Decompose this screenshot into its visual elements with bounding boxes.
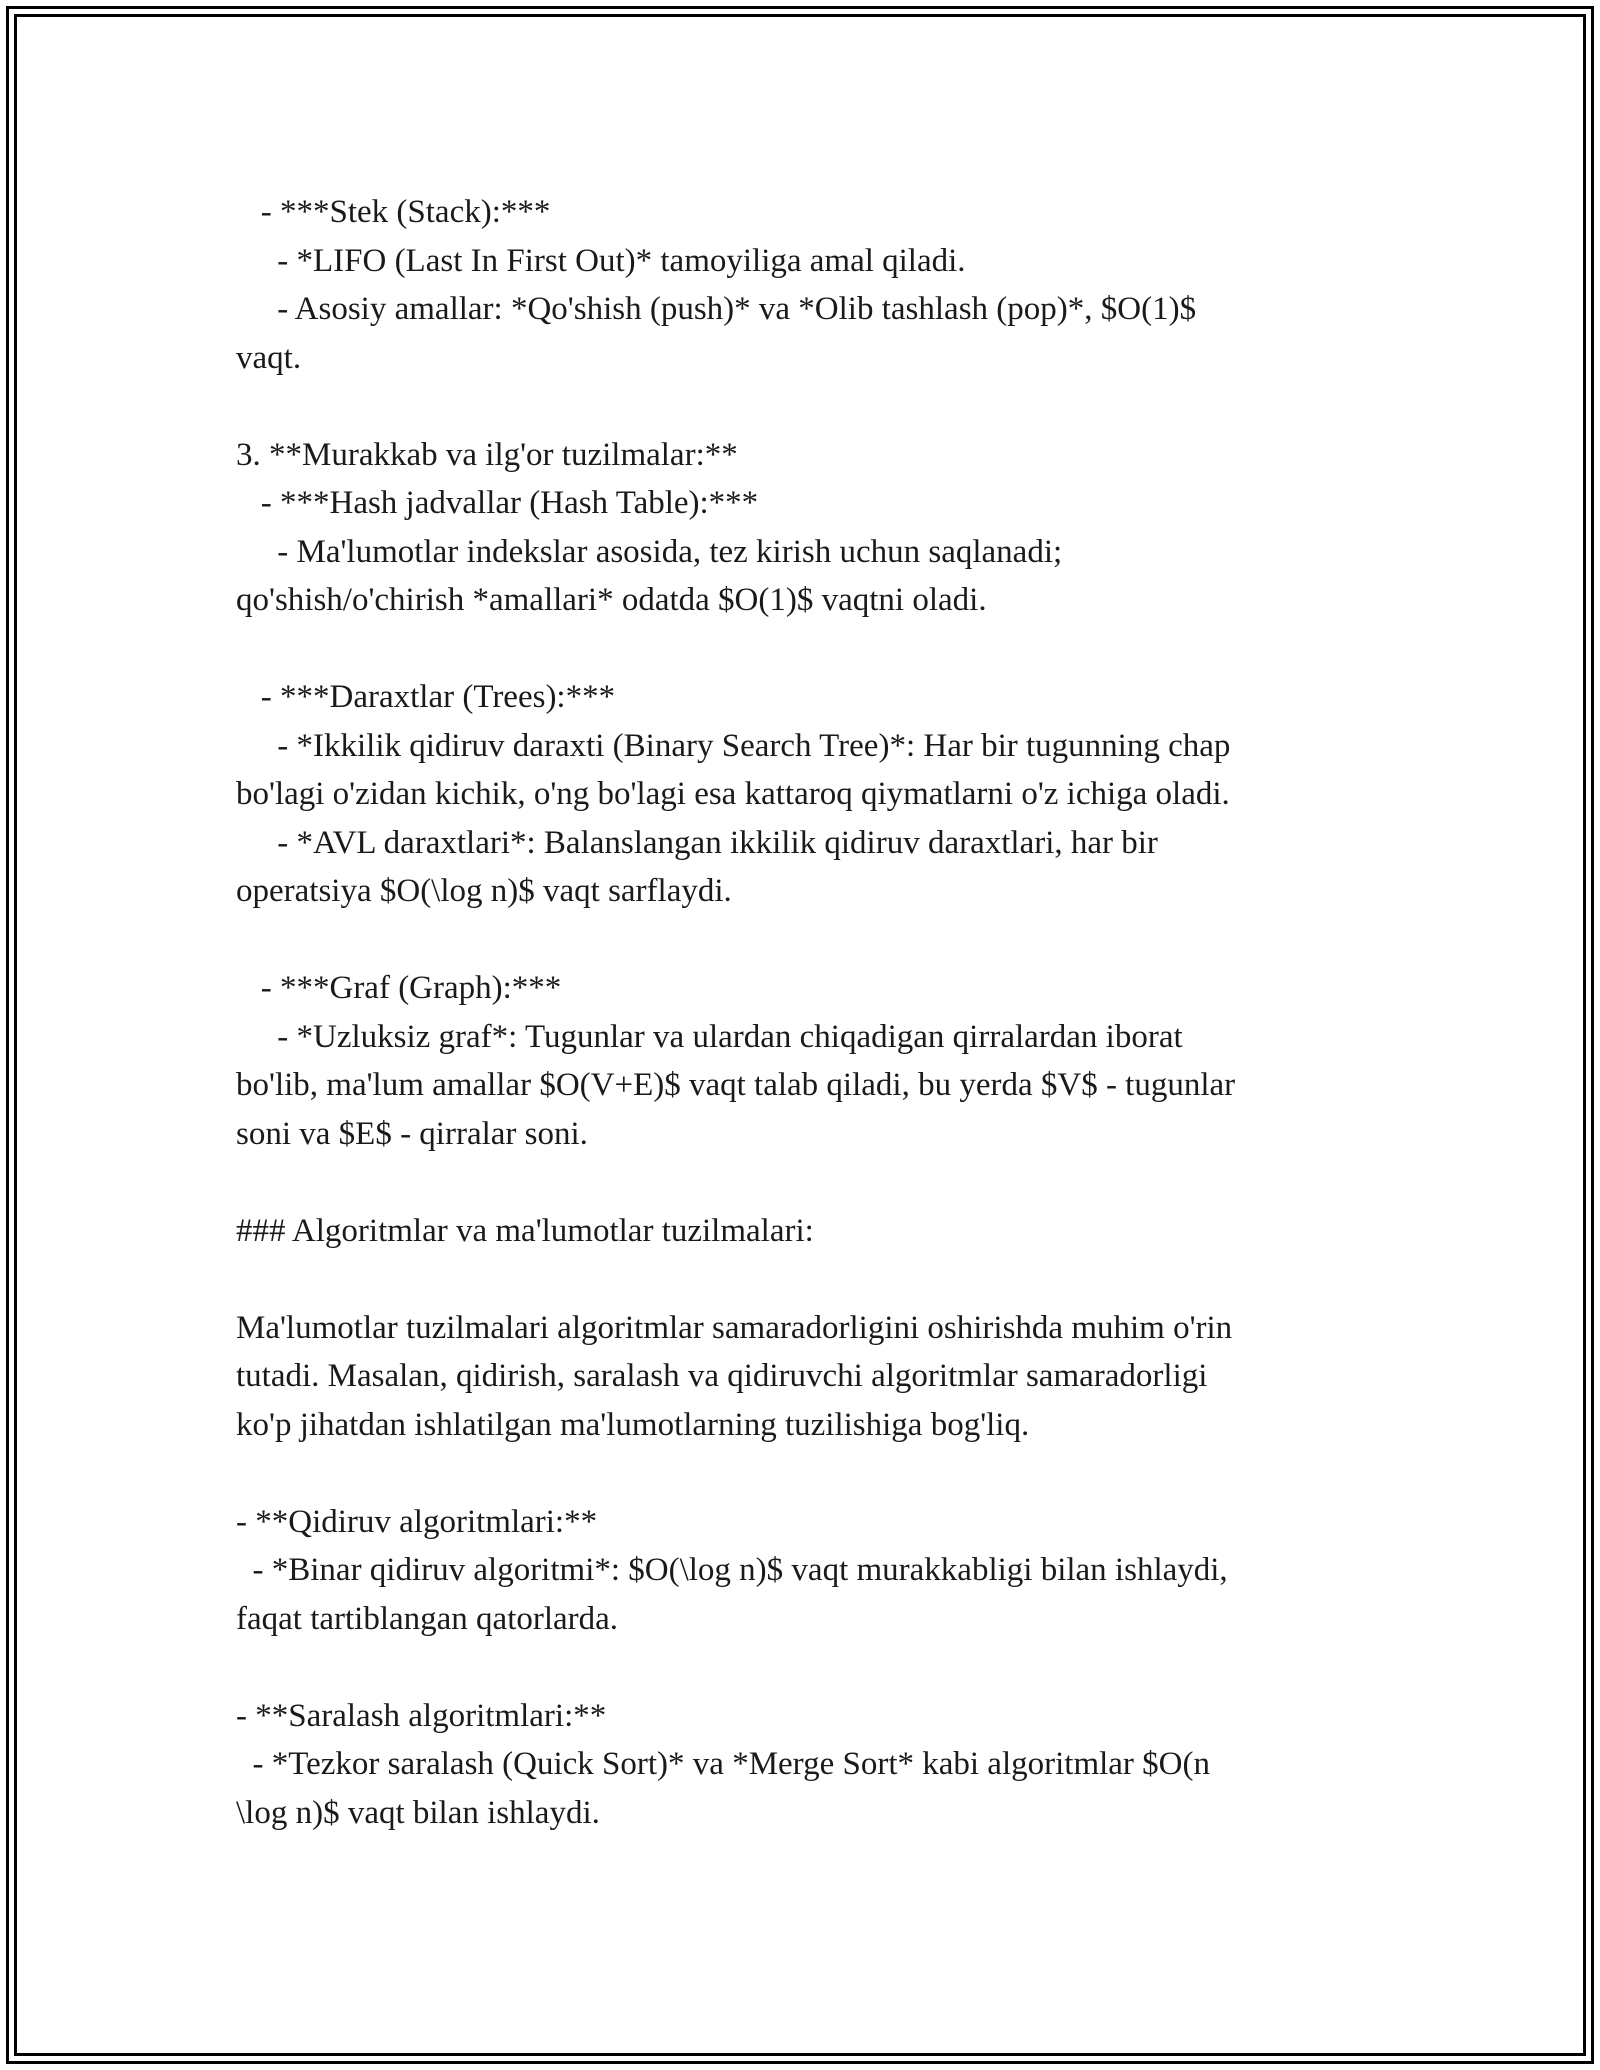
blank-line bbox=[236, 916, 1366, 965]
text-line: - **Qidiruv algoritmlari:** bbox=[236, 1503, 598, 1540]
text-line: qo'shish/o'chirish *amallari* odatda $O(1)$ vaqtni oladi. bbox=[236, 582, 987, 618]
text-line: 3. **Murakkab va ilg'or tuzilmalar:** bbox=[236, 436, 738, 473]
text-line: ko'p jihatdan ishlatilgan ma'lumotlarning tuzilishiga bog'liq. bbox=[236, 1406, 1030, 1443]
text-line: \log n)$ vaqt bilan ishlaydi. bbox=[236, 1794, 600, 1831]
text-line: faqat tartiblangan qatorlarda. bbox=[236, 1600, 619, 1637]
text-line: Ma'lumotlar tuzilmalari algoritmlar samaradorligini oshirishda muhim o'rin bbox=[236, 1309, 1233, 1346]
text-line: - ***Stek (Stack):*** bbox=[236, 194, 551, 230]
blank-line bbox=[236, 1255, 1366, 1304]
document-body bbox=[236, 188, 1366, 1837]
text-line: - *Uzluksiz graf*: Tugunlar va ulardan chiqadigan qirralardan iborat bbox=[236, 1018, 1183, 1055]
text-line: bo'lib, ma'lum amallar $O(V+E)$ vaqt talab qiladi, bu yerda $V$ - tugunlar bbox=[236, 1067, 1236, 1103]
text-line: - *Tezkor saralash (Quick Sort)* va *Merge Sort* kabi algoritmlar $O(n bbox=[236, 1746, 1210, 1782]
text-line: operatsiya $O(\log n)$ vaqt sarflaydi. bbox=[236, 873, 732, 909]
text-line: vaqt. bbox=[236, 339, 302, 376]
text-line: - *LIFO (Last In First Out)* tamoyiliga amal qiladi. bbox=[236, 242, 966, 279]
text-line: - *Ikkilik qidiruv daraxti (Binary Search Tree)*: Har bir tugunning chap bbox=[236, 727, 1231, 764]
text-line: tutadi. Masalan, qidirish, saralash va qidiruvchi algoritmlar samaradorligi bbox=[236, 1358, 1208, 1394]
text-line: - ***Daraxtlar (Trees):*** bbox=[236, 679, 616, 715]
blank-line bbox=[236, 1158, 1366, 1207]
text-line: - ***Hash jadvallar (Hash Table):*** bbox=[236, 485, 759, 521]
text-line: - ***Graf (Graph):*** bbox=[236, 970, 562, 1006]
text-line: - Ma'lumotlar indekslar asosida, tez kirish uchun saqlanadi; bbox=[236, 533, 1063, 570]
blank-line bbox=[236, 1449, 1366, 1498]
text-line: soni va $E$ - qirralar soni. bbox=[236, 1115, 588, 1152]
section-heading: ### Algoritmlar va ma'lumotlar tuzilmalari: bbox=[236, 1212, 814, 1249]
text-line: bo'lagi o'zidan kichik, o'ng bo'lagi esa kattaroq qiymatlarni o'z ichiga oladi. bbox=[236, 776, 1230, 812]
blank-line bbox=[236, 625, 1366, 674]
text-line: - Asosiy amallar: *Qo'shish (push)* va *Olib tashlash (pop)*, $O(1)$ bbox=[236, 291, 1197, 327]
text-line: - *AVL daraxtlari*: Balanslangan ikkilik qidiruv daraxtlari, har bir bbox=[236, 824, 1158, 861]
blank-line bbox=[236, 382, 1366, 431]
text-line: - **Saralash algoritmlari:** bbox=[236, 1697, 607, 1734]
blank-line bbox=[236, 1643, 1366, 1692]
text-line: - *Binar qidiruv algoritmi*: $O(\log n)$ vaqt murakkabligi bilan ishlaydi, bbox=[236, 1552, 1228, 1588]
